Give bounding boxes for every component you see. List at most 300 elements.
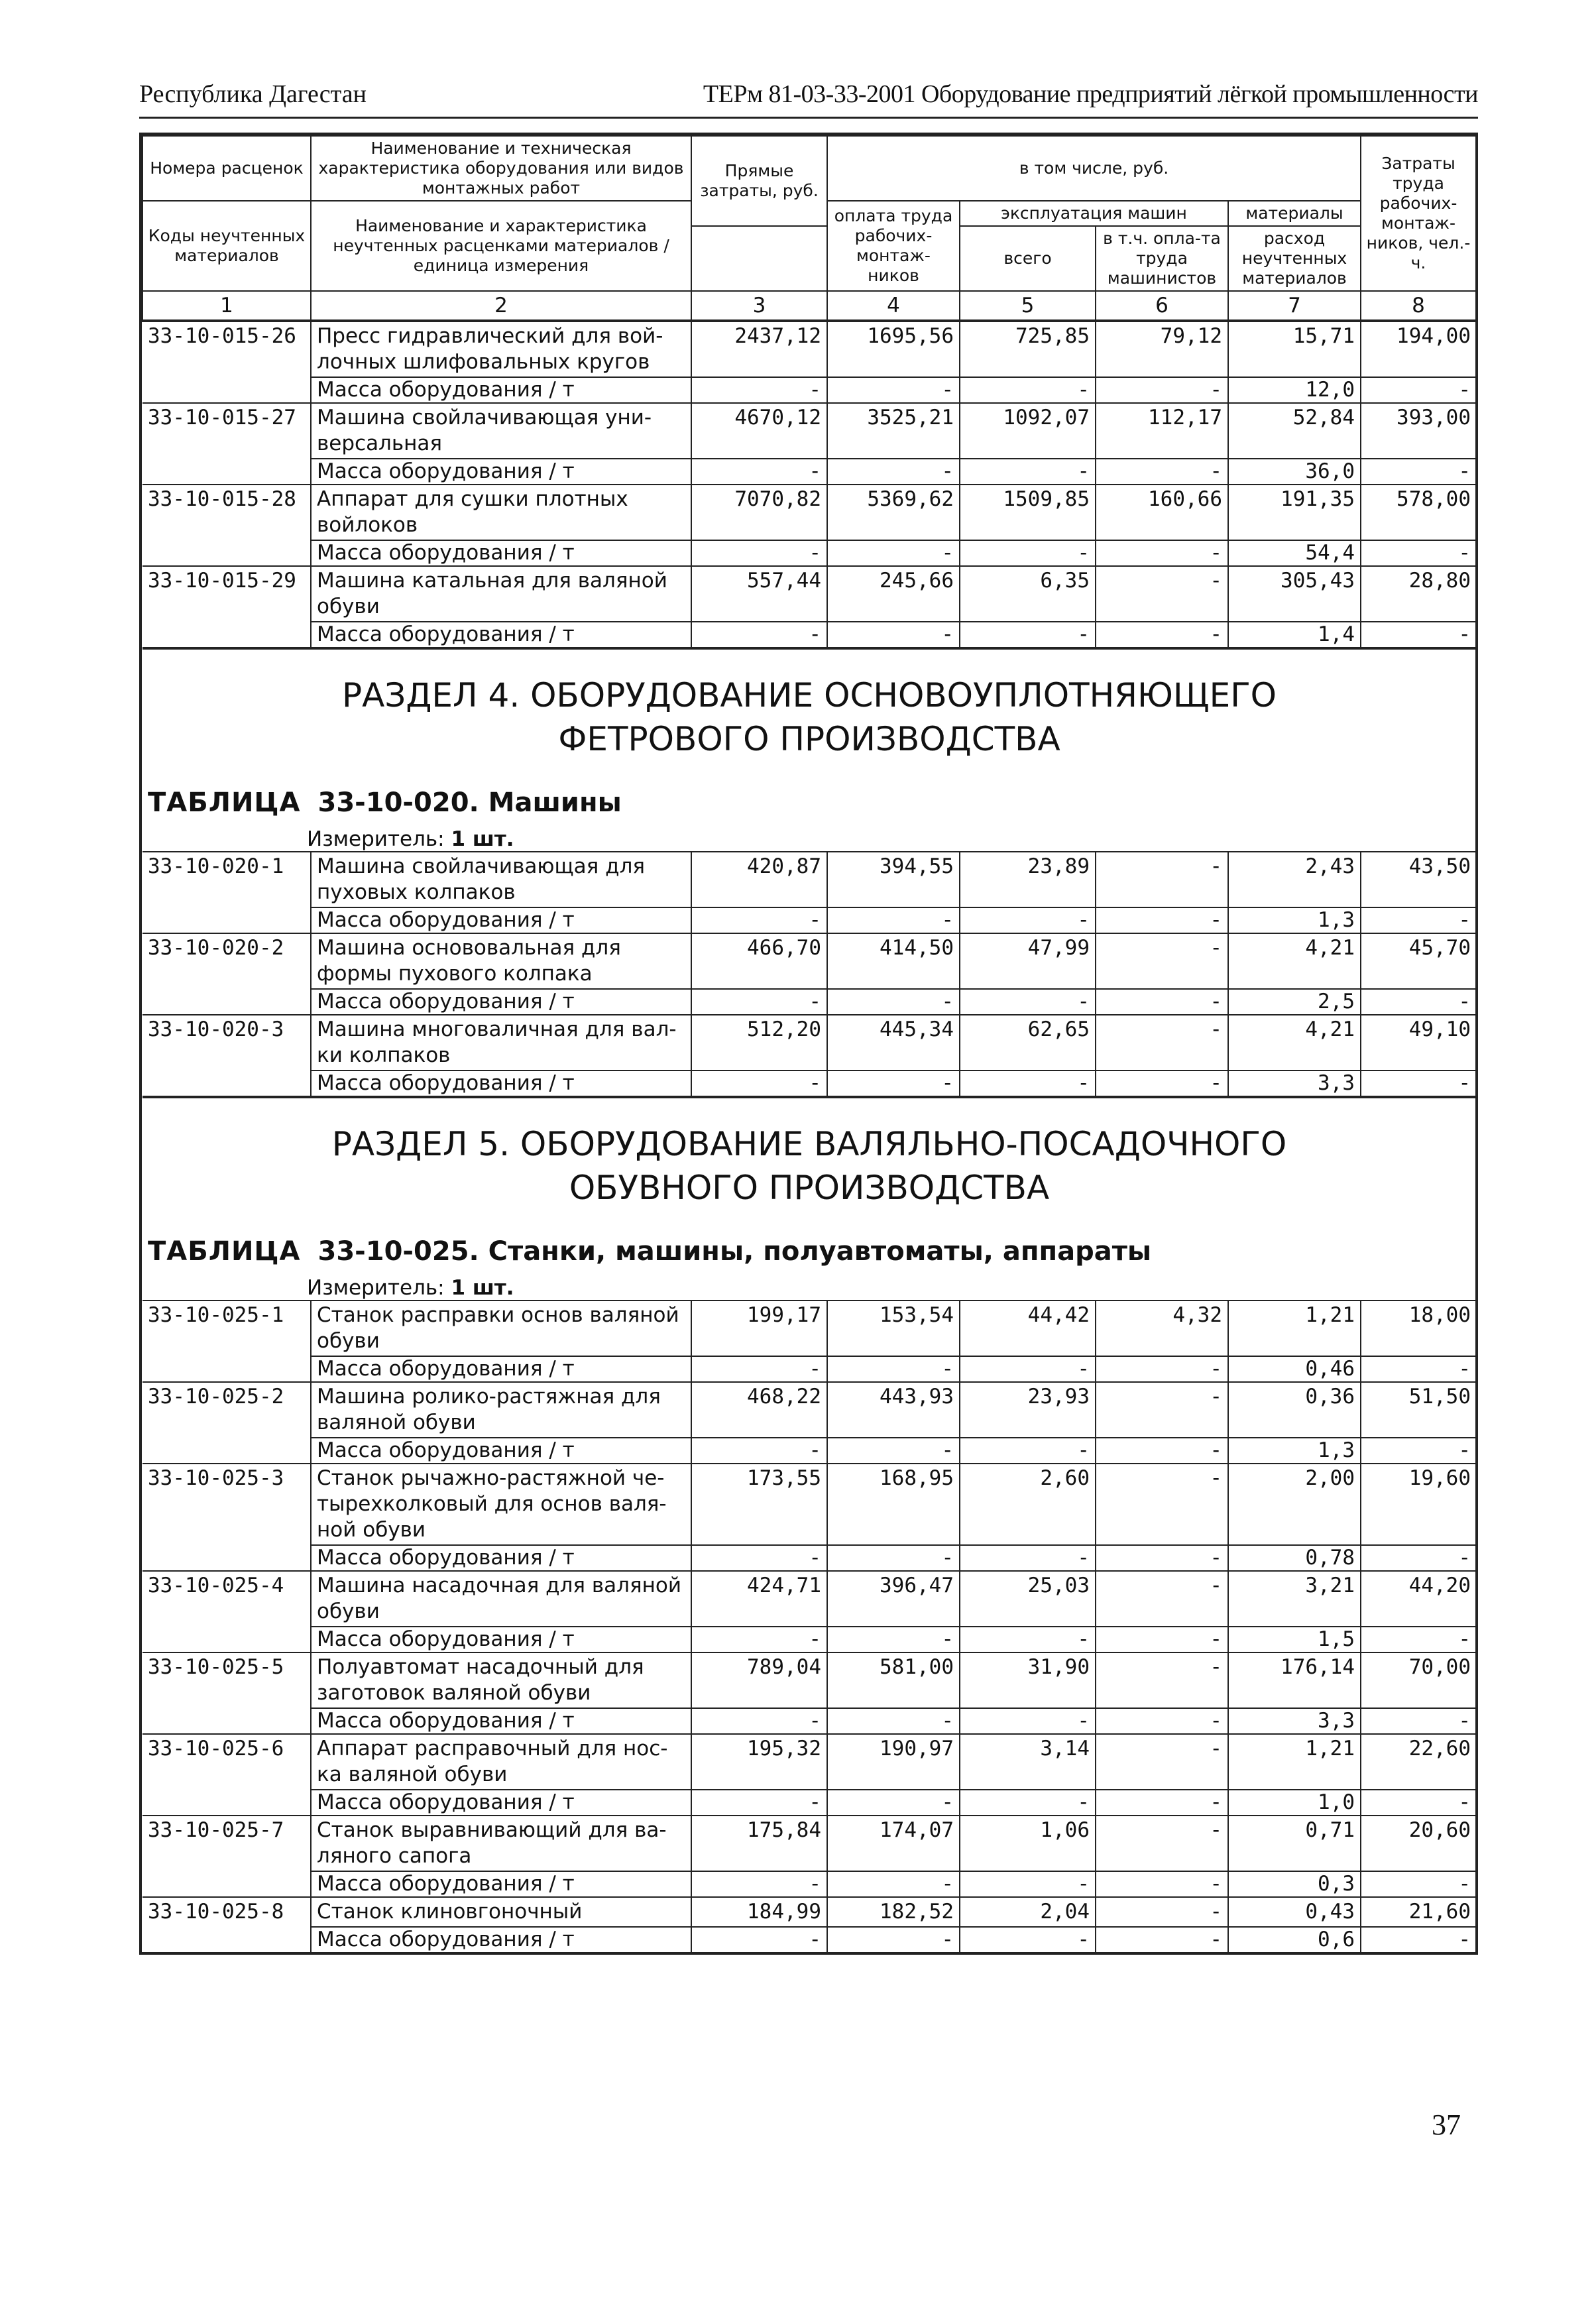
col-incl-operators-header: в т.ч. опла-та труда машинистов	[1096, 226, 1228, 291]
operators-pay-cell: -	[1096, 1015, 1228, 1070]
equipment-name-line: ной обуви	[317, 1518, 426, 1542]
labor-pay-cell: 396,47	[827, 1571, 960, 1627]
rate-code: 33-10-025-3	[142, 1464, 311, 1571]
mass-row	[142, 540, 1476, 566]
operators-pay-cell: 160,66	[1096, 485, 1228, 540]
mass-row	[142, 1356, 1476, 1382]
machine-use-cell: 6,35	[960, 566, 1096, 622]
machine-use-cell: 1092,07	[960, 403, 1096, 459]
machine-use-cell: 62,65	[960, 1015, 1096, 1070]
dash-cell: -	[691, 377, 827, 403]
dash-cell: -	[827, 1871, 960, 1897]
section-header-cell	[142, 648, 1476, 852]
dash-cell: -	[827, 540, 960, 566]
rate-row	[142, 1015, 1476, 1070]
col-material-codes-header: Коды неучтенных материалов	[142, 201, 311, 291]
machine-use-cell: 2,60	[960, 1464, 1096, 1545]
labor-pay-cell: 445,34	[827, 1015, 960, 1070]
materials-cell: 1,21	[1228, 1734, 1361, 1790]
dash-cell: -	[1361, 1545, 1476, 1571]
labor-pay-cell: 414,50	[827, 933, 960, 989]
rate-row	[142, 1382, 1476, 1438]
direct-costs-cell: 173,55	[691, 1464, 827, 1545]
operators-pay-cell: -	[1096, 566, 1228, 622]
mass-value: 12,0	[1228, 377, 1361, 403]
col-materials-header: материалы	[1228, 201, 1361, 226]
labor-pay-cell: 174,07	[827, 1816, 960, 1871]
equipment-name-line: ляного сапога	[317, 1844, 472, 1868]
labor-pay-cell: 182,52	[827, 1897, 960, 1927]
dash-cell: -	[1096, 907, 1228, 933]
direct-costs-cell: 4670,12	[691, 403, 827, 459]
equipment-name-line: обуви	[317, 1599, 380, 1623]
rate-code: 33-10-015-28	[142, 485, 311, 566]
dash-cell: -	[691, 1356, 827, 1382]
machine-use-cell: 44,42	[960, 1301, 1096, 1356]
labor-pay-cell: 443,93	[827, 1382, 960, 1438]
mass-label: Масса оборудования / т	[311, 907, 691, 933]
header-document-title: ТЕРм 81-03-33-2001 Оборудование предприятий лёгкой промышленности	[703, 80, 1478, 108]
labor-hours-cell: 51,50	[1361, 1382, 1476, 1438]
dash-cell: -	[827, 989, 960, 1015]
operators-pay-cell: -	[1096, 1897, 1228, 1927]
labor-pay-cell: 153,54	[827, 1301, 960, 1356]
dash-cell: -	[960, 1070, 1096, 1097]
rate-code: 33-10-020-2	[142, 933, 311, 1015]
rate-row	[142, 403, 1476, 459]
equipment-name-line: пуховых колпаков	[317, 880, 516, 904]
col-machine-use-header: эксплуатация машин	[960, 201, 1228, 226]
dash-cell: -	[1361, 377, 1476, 403]
dash-cell: -	[827, 1790, 960, 1816]
operators-pay-cell: 4,32	[1096, 1301, 1228, 1356]
rate-row	[142, 933, 1476, 989]
mass-row	[142, 1927, 1476, 1952]
operators-pay-cell: 112,17	[1096, 403, 1228, 459]
direct-costs-cell: 195,32	[691, 1734, 827, 1790]
mass-row	[142, 989, 1476, 1015]
dash-cell: -	[960, 1871, 1096, 1897]
dash-cell: -	[960, 1708, 1096, 1734]
rate-row	[142, 485, 1476, 540]
equipment-name-line: Аппарат для сушки плотных	[317, 487, 628, 511]
equipment-name-line: Машина катальная для валяной	[317, 569, 667, 593]
col-labor-pay-header: оплата труда рабочих-монтаж-ников	[827, 201, 960, 291]
equipment-name-line: обуви	[317, 595, 380, 618]
labor-pay-cell: 245,66	[827, 566, 960, 622]
mass-label: Масса оборудования / т	[311, 459, 691, 485]
column-number: 2	[311, 291, 691, 321]
labor-hours-cell: 21,60	[1361, 1897, 1476, 1927]
equipment-name-line: Машина многоваличная для вал-	[317, 1017, 677, 1041]
materials-cell: 0,71	[1228, 1816, 1361, 1871]
mass-label: Масса оборудования / т	[311, 1438, 691, 1464]
col-including-header: в том числе, руб.	[827, 136, 1361, 201]
rate-row	[142, 1816, 1476, 1871]
dash-cell: -	[1361, 1070, 1476, 1097]
equipment-name-line: версальная	[317, 432, 443, 455]
dash-cell: -	[960, 459, 1096, 485]
dash-cell: -	[1361, 1356, 1476, 1382]
equipment-name-line: Полуавтомат насадочный для	[317, 1655, 644, 1679]
mass-row	[142, 622, 1476, 648]
equipment-name	[311, 1816, 691, 1871]
operators-pay-cell: 79,12	[1096, 321, 1228, 377]
equipment-name-line: войлоков	[317, 513, 418, 537]
meter-label: Измеритель:	[307, 827, 445, 851]
mass-value: 2,5	[1228, 989, 1361, 1015]
section-header-row	[142, 1097, 1476, 1301]
materials-cell: 2,00	[1228, 1464, 1361, 1545]
dash-cell: -	[1096, 989, 1228, 1015]
dash-cell: -	[691, 1438, 827, 1464]
equipment-name-line: заготовок валяной обуви	[317, 1681, 591, 1705]
dash-cell: -	[1361, 459, 1476, 485]
dash-cell: -	[1096, 1438, 1228, 1464]
labor-hours-cell: 70,00	[1361, 1652, 1476, 1708]
table-title-name: 33-10-025. Станки, машины, полуавтоматы, аппараты	[317, 1236, 1152, 1267]
labor-hours-cell: 20,60	[1361, 1816, 1476, 1871]
rate-code: 33-10-025-6	[142, 1734, 311, 1816]
dash-cell: -	[960, 540, 1096, 566]
section-title	[148, 673, 1471, 761]
materials-cell: 191,35	[1228, 485, 1361, 540]
rate-code: 33-10-015-29	[142, 566, 311, 648]
rates-table	[142, 135, 1477, 1952]
dash-cell: -	[1096, 540, 1228, 566]
equipment-name-line: Станок клиновгоночный	[317, 1900, 583, 1924]
mass-value: 0,46	[1228, 1356, 1361, 1382]
equipment-name-line: ка валяной обуви	[317, 1763, 508, 1786]
equipment-name	[311, 852, 691, 907]
materials-cell: 305,43	[1228, 566, 1361, 622]
dash-cell: -	[827, 1627, 960, 1652]
mass-value: 36,0	[1228, 459, 1361, 485]
dash-cell: -	[1096, 1790, 1228, 1816]
dash-cell: -	[691, 540, 827, 566]
labor-pay-cell: 190,97	[827, 1734, 960, 1790]
section-title-line: РАЗДЕЛ 4. ОБОРУДОВАНИЕ ОСНОВОУПЛОТНЯЮЩЕГО	[341, 676, 1277, 715]
dash-cell: -	[1361, 540, 1476, 566]
dash-cell: -	[691, 1708, 827, 1734]
meter-value: 1 шт.	[451, 827, 514, 851]
section-header-cell	[142, 1097, 1476, 1301]
labor-hours-cell: 19,60	[1361, 1464, 1476, 1545]
mass-value: 3,3	[1228, 1708, 1361, 1734]
equipment-name	[311, 566, 691, 622]
dash-cell: -	[1361, 907, 1476, 933]
column-number: 4	[827, 291, 960, 321]
mass-value: 1,5	[1228, 1627, 1361, 1652]
equipment-name-line: Станок рычажно-растяжной че-	[317, 1466, 665, 1490]
column-number: 7	[1228, 291, 1361, 321]
dash-cell: -	[691, 989, 827, 1015]
operators-pay-cell: -	[1096, 1382, 1228, 1438]
operators-pay-cell: -	[1096, 1652, 1228, 1708]
dash-cell: -	[691, 1627, 827, 1652]
rate-code: 33-10-025-1	[142, 1301, 311, 1382]
machine-use-cell: 1,06	[960, 1816, 1096, 1871]
machine-use-cell: 725,85	[960, 321, 1096, 377]
mass-row	[142, 1438, 1476, 1464]
labor-pay-cell: 168,95	[827, 1464, 960, 1545]
dash-cell: -	[1096, 377, 1228, 403]
dash-cell: -	[1361, 1871, 1476, 1897]
machine-use-cell: 1509,85	[960, 485, 1096, 540]
dash-cell: -	[691, 1927, 827, 1952]
dash-cell: -	[827, 907, 960, 933]
direct-costs-cell: 184,99	[691, 1897, 827, 1927]
labor-pay-cell: 394,55	[827, 852, 960, 907]
equipment-name	[311, 1897, 691, 1927]
equipment-name-line: Машина насадочная для валяной	[317, 1574, 682, 1597]
col-name-tech-header: Наименование и техническая характеристика оборудования или видов монтажных работ	[311, 136, 691, 201]
dash-cell: -	[1361, 1790, 1476, 1816]
rate-row	[142, 1301, 1476, 1356]
direct-costs-cell: 420,87	[691, 852, 827, 907]
mass-label: Масса оборудования / т	[311, 1545, 691, 1571]
operators-pay-cell: -	[1096, 1816, 1228, 1871]
equipment-name-line: формы пухового колпака	[317, 962, 593, 986]
operators-pay-cell: -	[1096, 852, 1228, 907]
column-number: 6	[1096, 291, 1228, 321]
mass-label: Масса оборудования / т	[311, 1356, 691, 1382]
labor-hours-cell: 44,20	[1361, 1571, 1476, 1627]
mass-row	[142, 377, 1476, 403]
equipment-name	[311, 933, 691, 989]
mass-value: 3,3	[1228, 1070, 1361, 1097]
mass-value: 1,3	[1228, 907, 1361, 933]
labor-hours-cell: 578,00	[1361, 485, 1476, 540]
materials-cell: 4,21	[1228, 933, 1361, 989]
mass-row	[142, 907, 1476, 933]
equipment-name-line: Станок расправки основ валяной	[317, 1303, 679, 1327]
section-header-row	[142, 648, 1476, 852]
dash-cell: -	[827, 1438, 960, 1464]
materials-cell: 2,43	[1228, 852, 1361, 907]
meter	[307, 827, 1471, 851]
dash-cell: -	[1096, 459, 1228, 485]
direct-costs-cell: 175,84	[691, 1816, 827, 1871]
dash-cell: -	[960, 1438, 1096, 1464]
dash-cell: -	[1096, 1871, 1228, 1897]
dash-cell: -	[1096, 1545, 1228, 1571]
direct-costs-cell: 557,44	[691, 566, 827, 622]
rate-row	[142, 1464, 1476, 1545]
dash-cell: -	[691, 622, 827, 648]
dash-cell: -	[960, 989, 1096, 1015]
dash-cell: -	[960, 1545, 1096, 1571]
meter-value: 1 шт.	[451, 1276, 514, 1300]
page-number: 37	[1432, 2109, 1461, 2141]
equipment-name-line: Машина ролико-растяжная для	[317, 1385, 661, 1409]
dash-cell: -	[960, 622, 1096, 648]
direct-costs-cell: 7070,82	[691, 485, 827, 540]
dash-cell: -	[691, 459, 827, 485]
dash-cell: -	[960, 1356, 1096, 1382]
dash-cell: -	[1096, 1070, 1228, 1097]
rate-code: 33-10-015-27	[142, 403, 311, 485]
equipment-name	[311, 1015, 691, 1070]
dash-cell: -	[960, 1627, 1096, 1652]
materials-cell: 4,21	[1228, 1015, 1361, 1070]
mass-label: Масса оборудования / т	[311, 1927, 691, 1952]
equipment-name-line: лочных шлифовальных кругов	[317, 350, 650, 374]
rate-code: 33-10-020-1	[142, 852, 311, 933]
labor-hours-cell: 22,60	[1361, 1734, 1476, 1790]
operators-pay-cell: -	[1096, 933, 1228, 989]
materials-cell: 0,36	[1228, 1382, 1361, 1438]
rates-table-frame	[139, 133, 1478, 1955]
equipment-name-line: ки колпаков	[317, 1043, 451, 1067]
labor-hours-cell: 393,00	[1361, 403, 1476, 459]
labor-hours-cell: 28,80	[1361, 566, 1476, 622]
table-title-label: ТАБЛИЦА	[148, 1236, 301, 1267]
col-labor-cost-header: Затраты труда рабочих-монтаж-ников, чел.-ч.	[1361, 136, 1476, 291]
dash-cell: -	[1361, 1438, 1476, 1464]
meter-label: Измеритель:	[307, 1276, 445, 1300]
dash-cell: -	[691, 1070, 827, 1097]
machine-use-cell: 23,93	[960, 1382, 1096, 1438]
operators-pay-cell: -	[1096, 1571, 1228, 1627]
mass-label: Масса оборудования / т	[311, 377, 691, 403]
materials-cell: 0,43	[1228, 1897, 1361, 1927]
direct-costs-cell: 512,20	[691, 1015, 827, 1070]
direct-costs-cell: 2437,12	[691, 321, 827, 377]
col-rate-number-header: Номера расценок	[142, 136, 311, 201]
materials-cell: 15,71	[1228, 321, 1361, 377]
mass-value: 0,3	[1228, 1871, 1361, 1897]
mass-value: 54,4	[1228, 540, 1361, 566]
header-region: Республика Дагестан	[139, 80, 367, 108]
table-title	[148, 787, 1471, 818]
direct-costs-cell: 199,17	[691, 1301, 827, 1356]
col-direct-costs-header: Прямые затраты, руб.	[691, 136, 827, 226]
labor-hours-cell: 43,50	[1361, 852, 1476, 907]
rate-row	[142, 852, 1476, 907]
dash-cell: -	[691, 1790, 827, 1816]
rate-row	[142, 1652, 1476, 1708]
labor-hours-cell: 49,10	[1361, 1015, 1476, 1070]
mass-value: 1,0	[1228, 1790, 1361, 1816]
equipment-name	[311, 403, 691, 459]
section-title-line: ФЕТРОВОГО ПРОИЗВОДСТВА	[558, 720, 1060, 758]
labor-pay-cell: 1695,56	[827, 321, 960, 377]
dash-cell: -	[1361, 989, 1476, 1015]
dash-cell: -	[827, 377, 960, 403]
equipment-name-line: Машина свойлачивающая для	[317, 854, 646, 878]
dash-cell: -	[1096, 1927, 1228, 1952]
mass-value: 1,4	[1228, 622, 1361, 648]
column-number: 5	[960, 291, 1096, 321]
equipment-name-line: Станок выравнивающий для ва-	[317, 1818, 667, 1842]
dash-cell: -	[691, 907, 827, 933]
direct-costs-cell: 468,22	[691, 1382, 827, 1438]
dash-cell: -	[827, 1070, 960, 1097]
equipment-name-line: тырехколковый для основ валя-	[317, 1492, 667, 1516]
running-header	[139, 74, 1478, 119]
mass-label: Масса оборудования / т	[311, 1070, 691, 1097]
equipment-name	[311, 1464, 691, 1545]
labor-hours-cell: 18,00	[1361, 1301, 1476, 1356]
labor-hours-cell: 45,70	[1361, 933, 1476, 989]
mass-row	[142, 1871, 1476, 1897]
mass-label: Масса оборудования / т	[311, 1871, 691, 1897]
dash-cell: -	[1361, 622, 1476, 648]
equipment-name	[311, 1571, 691, 1627]
dash-cell: -	[1361, 1927, 1476, 1952]
rate-row	[142, 1897, 1476, 1927]
equipment-name	[311, 1301, 691, 1356]
equipment-name	[311, 1734, 691, 1790]
rate-code: 33-10-025-5	[142, 1652, 311, 1734]
dash-cell: -	[1096, 1356, 1228, 1382]
col-name-materials-header: Наименование и характеристика неучтенных расценками материалов / единица измерения	[311, 201, 691, 291]
mass-row	[142, 1708, 1476, 1734]
dash-cell: -	[827, 1545, 960, 1571]
meter	[307, 1276, 1471, 1300]
column-number: 3	[691, 291, 827, 321]
dash-cell: -	[827, 1708, 960, 1734]
mass-label: Масса оборудования / т	[311, 989, 691, 1015]
equipment-name-line: Машина основовальная для	[317, 936, 621, 960]
rate-code: 33-10-025-4	[142, 1571, 311, 1652]
materials-cell: 176,14	[1228, 1652, 1361, 1708]
rate-row	[142, 566, 1476, 622]
direct-costs-cell: 466,70	[691, 933, 827, 989]
dash-cell: -	[1096, 622, 1228, 648]
machine-use-cell: 47,99	[960, 933, 1096, 989]
dash-cell: -	[960, 907, 1096, 933]
section-title-line: РАЗДЕЛ 5. ОБОРУДОВАНИЕ ВАЛЯЛЬНО-ПОСАДОЧНОГО	[331, 1125, 1287, 1163]
mass-label: Масса оборудования / т	[311, 1627, 691, 1652]
col-total-header: всего	[960, 226, 1096, 291]
machine-use-cell: 23,89	[960, 852, 1096, 907]
rate-row	[142, 1734, 1476, 1790]
mass-label: Масса оборудования / т	[311, 1708, 691, 1734]
materials-cell: 1,21	[1228, 1301, 1361, 1356]
column-numbers-row	[142, 291, 1476, 321]
section-title-line: ОБУВНОГО ПРОИЗВОДСТВА	[569, 1169, 1050, 1207]
operators-pay-cell: -	[1096, 1464, 1228, 1545]
rate-code: 33-10-015-26	[142, 321, 311, 403]
machine-use-cell: 25,03	[960, 1571, 1096, 1627]
dash-cell: -	[1361, 1708, 1476, 1734]
mass-row	[142, 459, 1476, 485]
mass-row	[142, 1790, 1476, 1816]
column-number: 1	[142, 291, 311, 321]
direct-costs-cell: 789,04	[691, 1652, 827, 1708]
mass-row	[142, 1070, 1476, 1097]
equipment-name-line: обуви	[317, 1329, 380, 1353]
dash-cell: -	[827, 459, 960, 485]
rate-code: 33-10-025-2	[142, 1382, 311, 1464]
mass-label: Масса оборудования / т	[311, 1790, 691, 1816]
mass-value: 1,3	[1228, 1438, 1361, 1464]
direct-costs-cell: 424,71	[691, 1571, 827, 1627]
rate-code: 33-10-025-8	[142, 1897, 311, 1952]
materials-cell: 52,84	[1228, 403, 1361, 459]
mass-row	[142, 1545, 1476, 1571]
table-title	[148, 1236, 1471, 1267]
mass-label: Масса оборудования / т	[311, 540, 691, 566]
labor-pay-cell: 3525,21	[827, 403, 960, 459]
rate-row	[142, 1571, 1476, 1627]
equipment-name-line: Пресс гидравлический для вой-	[317, 324, 663, 348]
section-title	[148, 1122, 1471, 1210]
dash-cell: -	[827, 1927, 960, 1952]
dash-cell: -	[960, 1790, 1096, 1816]
